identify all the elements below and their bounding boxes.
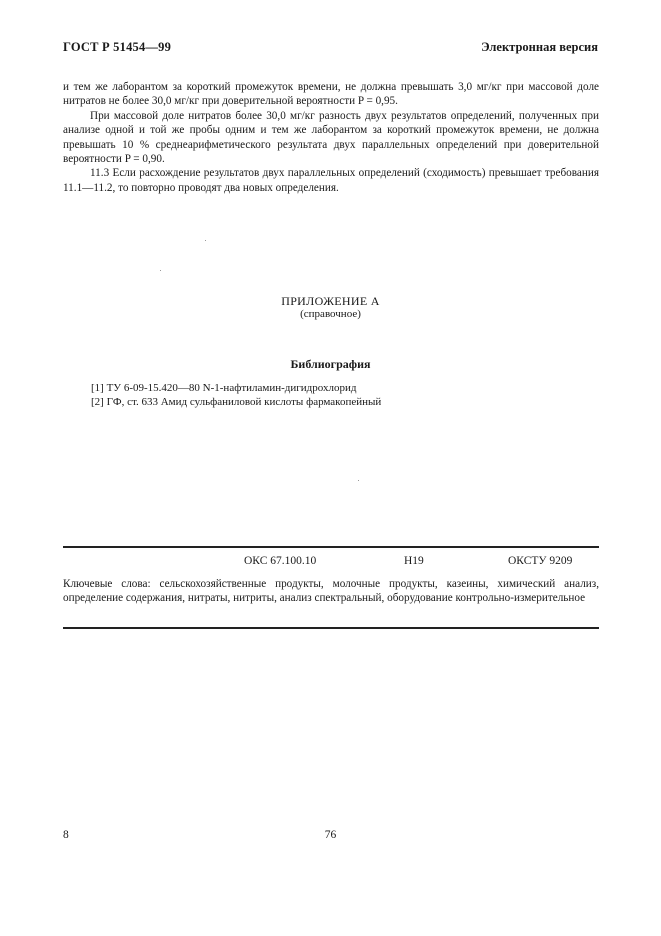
paragraph-3: 11.3 Если расхождение результатов двух параллельных определений (сходимость) превышает требования 11.1—11.2, то повторно проводят два новых определения. — [63, 167, 599, 194]
page-number: 76 — [324, 829, 337, 841]
okstu-code: ОКСТУ 9209 — [508, 555, 573, 567]
bibliography-item: [2] ГФ, ст. 633 Амид сульфаниловой кислоты фармакопейный — [91, 396, 382, 408]
keywords-text: Ключевые слова: сельскохозяйственные продукты, молочные продукты, казеины, химический анализ, определение содержания, нитраты, нитриты, анализ спектральный, оборудование контрольно-измерительное — [63, 578, 599, 605]
divider-bottom — [63, 627, 599, 629]
divider-top — [63, 546, 599, 548]
edition-label: Электронная версия — [481, 40, 598, 54]
footer-left-number: 8 — [63, 829, 69, 841]
document-standard-number: ГОСТ Р 51454—99 — [63, 40, 172, 54]
bibliography-item: [1] ТУ 6-09-15.420—80 N-1-нафтиламин-дигидрохлорид — [91, 382, 357, 394]
scan-speck — [205, 240, 206, 241]
bibliography-title: Библиография — [290, 357, 371, 371]
paragraph-1: и тем же лаборантом за короткий промежуток времени, не должна превышать 3,0 мг/кг при массовой доле нитратов не более 30,0 мг/кг при доверительной вероятности P = 0,95. — [63, 81, 599, 108]
scan-speck — [358, 480, 359, 481]
appendix-title: ПРИЛОЖЕНИЕ А — [281, 294, 380, 308]
appendix-subtitle: (справочное) — [300, 308, 361, 320]
scan-speck — [160, 270, 161, 271]
group-code: Н19 — [404, 555, 424, 567]
body-text — [63, 80, 599, 195]
paragraph-2: При массовой доле нитратов более 30,0 мг/кг разность двух результатов определений, полученных при анализе одной и той же пробы одним и тем же лаборантом за короткий промежуток времени, не должна превышать 10 % среднеарифметического результата двух параллельных определений при доверительной вероятности P = 0,90. — [63, 109, 599, 166]
ocs-code: ОКС 67.100.10 — [244, 555, 317, 567]
bibliography-list — [91, 381, 381, 409]
